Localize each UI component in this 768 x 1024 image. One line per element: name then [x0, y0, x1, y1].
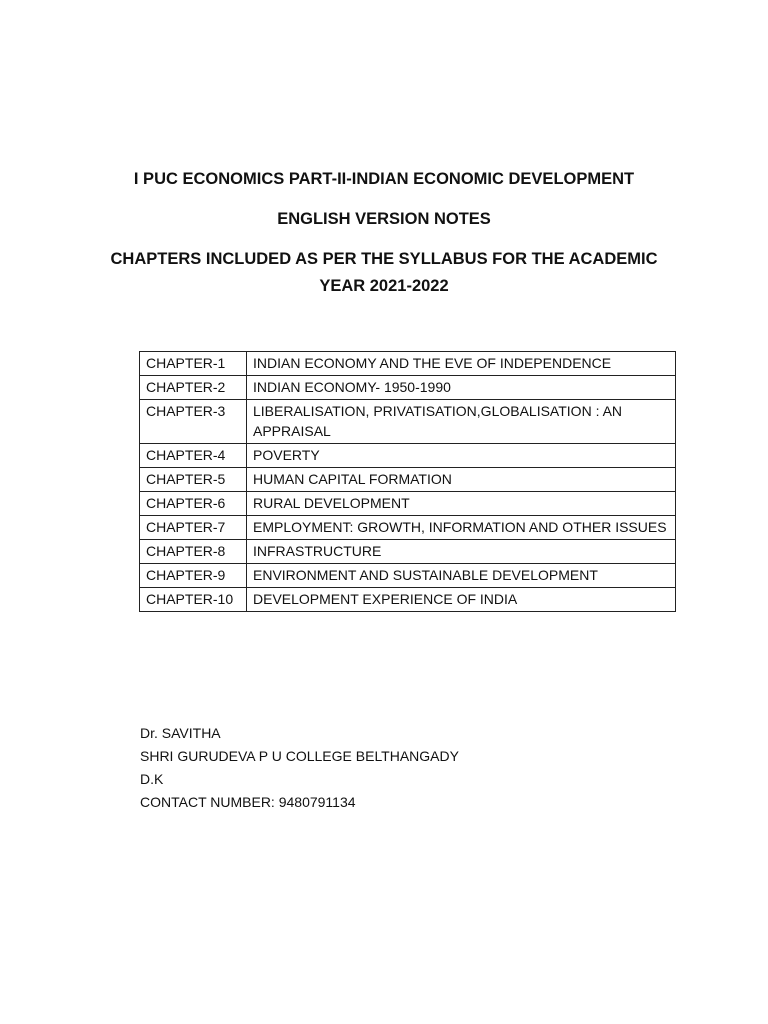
chapter-label: CHAPTER-7: [140, 516, 247, 540]
author-name: Dr. SAVITHA: [140, 725, 221, 741]
chapter-label: CHAPTER-9: [140, 564, 247, 588]
chapters-table: [139, 351, 676, 612]
chapter-title: EMPLOYMENT: GROWTH, INFORMATION AND OTHER ISSUES: [247, 516, 676, 540]
chapter-label: CHAPTER-4: [140, 444, 247, 468]
table-row: [140, 468, 676, 492]
author-block: [140, 722, 459, 814]
chapter-label: CHAPTER-10: [140, 588, 247, 612]
syllabus-heading-line2: YEAR 2021-2022: [319, 277, 449, 295]
chapter-label: CHAPTER-2: [140, 376, 247, 400]
chapter-title: LIBERALISATION, PRIVATISATION,GLOBALISATION : AN APPRAISAL: [247, 400, 676, 444]
chapter-label: CHAPTER-5: [140, 468, 247, 492]
author-contact: CONTACT NUMBER: 9480791134: [140, 794, 356, 810]
table-row: [140, 564, 676, 588]
chapter-title: INFRASTRUCTURE: [247, 540, 676, 564]
document-title: I PUC ECONOMICS PART-II-INDIAN ECONOMIC DEVELOPMENT: [133, 170, 635, 188]
chapter-title: DEVELOPMENT EXPERIENCE OF INDIA: [247, 588, 676, 612]
table-row: [140, 376, 676, 400]
chapter-label: CHAPTER-8: [140, 540, 247, 564]
table-row: [140, 444, 676, 468]
table-row: [140, 588, 676, 612]
chapter-label: CHAPTER-1: [140, 352, 247, 376]
chapter-title: RURAL DEVELOPMENT: [247, 492, 676, 516]
author-college: SHRI GURUDEVA P U COLLEGE BELTHANGADY: [140, 748, 459, 764]
chapter-title: HUMAN CAPITAL FORMATION: [247, 468, 676, 492]
chapter-label: CHAPTER-3: [140, 400, 247, 444]
author-district: D.K: [140, 771, 164, 787]
table-row: [140, 352, 676, 376]
table-row: [140, 492, 676, 516]
table-row: [140, 400, 676, 444]
table-row: [140, 540, 676, 564]
chapter-title: POVERTY: [247, 444, 676, 468]
chapter-label: CHAPTER-6: [140, 492, 247, 516]
document-subtitle: ENGLISH VERSION NOTES: [277, 210, 491, 228]
table-row: [140, 516, 676, 540]
chapter-title: INDIAN ECONOMY- 1950-1990: [247, 376, 676, 400]
chapter-title: ENVIRONMENT AND SUSTAINABLE DEVELOPMENT: [247, 564, 676, 588]
chapter-title: INDIAN ECONOMY AND THE EVE OF INDEPENDENCE: [247, 352, 676, 376]
syllabus-heading-line1: CHAPTERS INCLUDED AS PER THE SYLLABUS FOR THE ACADEMIC: [110, 250, 658, 268]
